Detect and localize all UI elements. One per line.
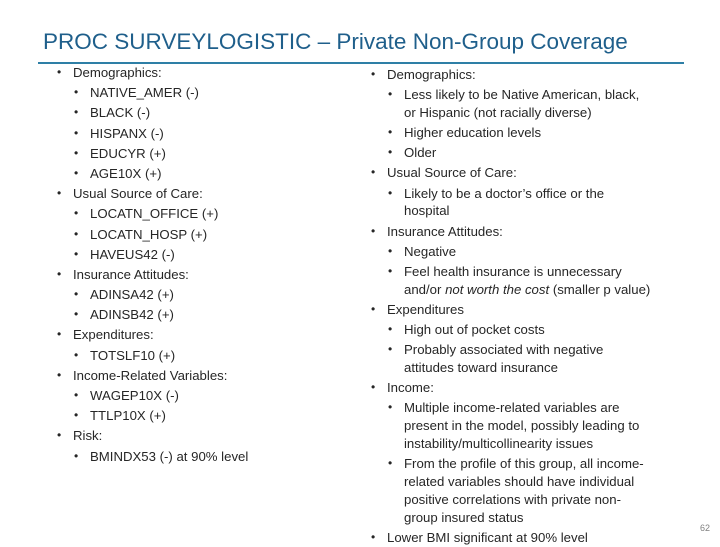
slide-title: PROC SURVEYLOGISTIC – Private Non-Group Coverage: [43, 29, 628, 54]
left-bullet-item: • EDUCYR (+): [50, 145, 340, 165]
left-bullet-item: • Usual Source of Care:: [50, 185, 340, 205]
left-bullet-item: • ADINSB42 (+): [50, 306, 340, 326]
left-bullet-item: • Income-Related Variables:: [50, 367, 340, 387]
bullet-income: • Income:: [364, 379, 684, 397]
bullet-usual-source-detail: • Likely to be a doctor’s office or the hospital: [364, 185, 684, 221]
left-bullet-item: • TOTSLF10 (+): [50, 347, 340, 367]
bullet-demographics-diversity: • Less likely to be Native American, black, or Hispanic (not racially diverse): [364, 86, 684, 122]
left-bullet-item: • Demographics:: [50, 64, 340, 84]
page-number: 62: [700, 523, 711, 533]
bullet-expenditures-attitudes: • Probably associated with negative attitudes toward insurance: [364, 341, 684, 377]
bullet-expenditures: • Expenditures: [364, 301, 684, 319]
left-bullet-item: • Expenditures:: [50, 326, 340, 346]
left-bullet-item: • WAGEP10X (-): [50, 387, 340, 407]
left-bullet-item: • LOCATN_HOSP (+): [50, 226, 340, 246]
bullet-demographics-education: • Higher education levels: [364, 124, 684, 142]
left-bullet-item: • HAVEUS42 (-): [50, 246, 340, 266]
left-bullet-item: • BMINDX53 (-) at 90% level: [50, 448, 340, 468]
bullet-attitudes-negative: • Negative: [364, 243, 684, 261]
bullet-bmi: • Lower BMI significant at 90% level: [364, 529, 684, 547]
bullet-income-profile: • From the profile of this group, all income- related variables should have individual positive correlations with private non- group insured status: [364, 455, 684, 527]
left-bullet-item: • HISPANX (-): [50, 125, 340, 145]
right-bullet-list: [364, 64, 684, 547]
left-bullet-item: • ADINSA42 (+): [50, 286, 340, 306]
bullet-usual-source: • Usual Source of Care:: [364, 164, 684, 182]
bullet-demographics-age: • Older: [364, 144, 684, 162]
bullet-attitudes-unnecessary: • Feel health insurance is unnecessary and/or not worth the cost (smaller p value): [364, 263, 684, 299]
bullet-expenditures-oop: • High out of pocket costs: [364, 321, 684, 339]
left-bullet-item: • TTLP10X (+): [50, 407, 340, 427]
bullet-income-multicollinearity: • Multiple income-related variables are present in the model, possibly leading to instability/multicollinearity issues: [364, 399, 684, 453]
bullet-demographics: • Demographics:: [364, 66, 684, 84]
left-bullet-item: • BLACK (-): [50, 104, 340, 124]
left-bullet-item: • AGE10X (+): [50, 165, 340, 185]
left-bullet-item: • NATIVE_AMER (-): [50, 84, 340, 104]
left-bullet-item: • Insurance Attitudes:: [50, 266, 340, 286]
left-bullet-item: • LOCATN_OFFICE (+): [50, 205, 340, 225]
left-bullet-list: [50, 64, 340, 468]
bullet-insurance-attitudes: • Insurance Attitudes:: [364, 223, 684, 241]
left-bullet-item: • Risk:: [50, 427, 340, 447]
